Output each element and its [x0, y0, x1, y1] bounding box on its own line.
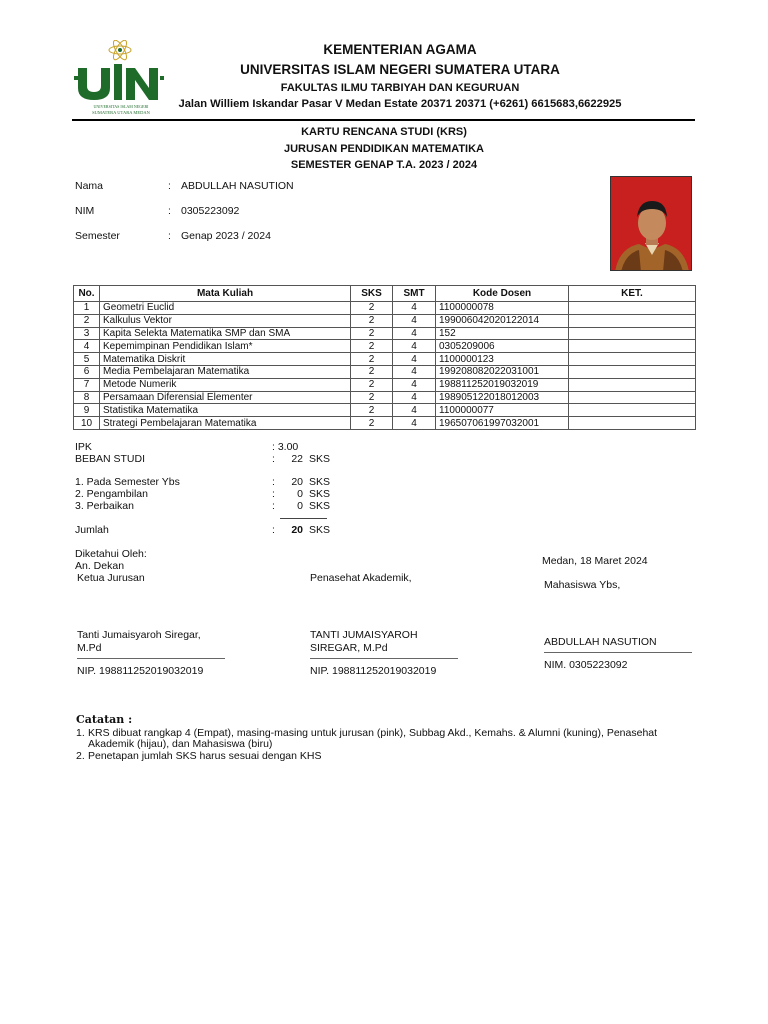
cell-course: Kepemimpinan Pendidikan Islam*: [100, 340, 351, 353]
cell-kode-dosen: 196507061997032001: [436, 417, 569, 430]
perbaikan-value: 0: [297, 500, 303, 512]
student-photo: [610, 176, 692, 271]
cell-sks: 2: [351, 353, 393, 366]
cell-sks: 2: [351, 314, 393, 327]
cell-no: 2: [74, 314, 100, 327]
col-header-smt: SMT: [393, 286, 436, 302]
student-signature-nim: NIM. 0305223092: [544, 659, 628, 671]
pa-name-line1: TANTI JUMAISYAROH: [310, 629, 418, 641]
university-name: UNIVERSITAS ISLAM NEGERI SUMATERA UTARA: [240, 62, 560, 77]
cell-ket: [569, 327, 696, 340]
cell-course: Media Pembelajaran Matematika: [100, 365, 351, 378]
perbaikan-separator: :: [272, 500, 275, 512]
semester-title: SEMESTER GENAP T.A. 2023 / 2024: [290, 159, 478, 171]
semester-ybs-label: 1. Pada Semester Ybs: [75, 476, 180, 488]
jumlah-value: 20: [291, 524, 303, 536]
table-row: [74, 417, 696, 430]
beban-studi-separator: :: [272, 453, 275, 465]
cell-kode-dosen: 1100000077: [436, 404, 569, 417]
student-name: ABDULLAH NASUTION: [181, 180, 294, 192]
mahasiswa-title: Mahasiswa Ybs,: [544, 579, 621, 591]
university-address: Jalan Williem Iskandar Pasar V Medan Estate 20371 20371 (+6261) 6615683,6622925: [178, 98, 622, 110]
cell-ket: [569, 378, 696, 391]
cell-no: 10: [74, 417, 100, 430]
cell-course: Metode Numerik: [100, 378, 351, 391]
semester-ybs-unit: SKS: [309, 476, 331, 488]
cell-sks: 2: [351, 302, 393, 315]
ipk-value: : 3.00: [272, 441, 299, 453]
beban-studi-label: BEBAN STUDI: [75, 453, 146, 465]
pa-signature-line: [310, 658, 458, 659]
table-row: [74, 340, 696, 353]
cell-smt: 4: [393, 302, 436, 315]
kajur-nip: NIP. 198811252019032019: [77, 665, 204, 677]
cell-no: 8: [74, 391, 100, 404]
student-semester: Genap 2023 / 2024: [181, 230, 271, 242]
student-signature-line: [544, 652, 692, 653]
header-divider: [72, 119, 695, 121]
logo-caption-2: SUMATERA UTARA MEDAN: [92, 110, 150, 115]
cell-course: Matematika Diskrit: [100, 353, 351, 366]
cell-course: Strategi Pembelajaran Matematika: [100, 417, 351, 430]
kajur-name-line2: M.Pd: [77, 642, 102, 654]
cell-ket: [569, 365, 696, 378]
department-title: JURUSAN PENDIDIKAN MATEMATIKA: [283, 143, 485, 155]
semester-ybs-value: 20: [291, 476, 303, 488]
col-header-kode-dosen: Kode Dosen: [436, 286, 569, 302]
student-nim: 0305223092: [181, 205, 240, 217]
notes-title: Catatan :: [76, 713, 133, 726]
cell-smt: 4: [393, 391, 436, 404]
col-header-course: Mata Kuliah: [100, 286, 351, 302]
cell-kode-dosen: 199208082022031001: [436, 365, 569, 378]
table-row: [74, 327, 696, 340]
kajur-signature-line: [77, 658, 225, 659]
note-item: [76, 751, 676, 763]
document-title: KARTU RENCANA STUDI (KRS): [301, 126, 467, 138]
beban-studi-value: 22: [291, 453, 303, 465]
note-number: 1.: [76, 726, 85, 739]
jumlah-separator: :: [272, 524, 275, 536]
col-header-no: No.: [74, 286, 100, 302]
student-signature-name: ABDULLAH NASUTION: [544, 636, 657, 648]
pengambilan-label: 2. Pengambilan: [75, 488, 148, 500]
cell-course: Kalkulus Vektor: [100, 314, 351, 327]
table-row: [74, 314, 696, 327]
table-row: [74, 378, 696, 391]
pa-name-line2: SIREGAR, M.Pd: [310, 642, 388, 654]
an-dekan: An. Dekan: [75, 560, 125, 572]
table-row: [74, 365, 696, 378]
semester-ybs-separator: :: [272, 476, 275, 488]
notes-section: [76, 714, 676, 762]
pa-nip: NIP. 198811252019032019: [310, 665, 437, 677]
cell-no: 3: [74, 327, 100, 340]
cell-no: 5: [74, 353, 100, 366]
cell-smt: 4: [393, 378, 436, 391]
perbaikan-unit: SKS: [309, 500, 331, 512]
cell-sks: 2: [351, 340, 393, 353]
cell-ket: [569, 302, 696, 315]
pengambilan-separator: :: [272, 488, 275, 500]
cell-smt: 4: [393, 340, 436, 353]
pengambilan-value: 0: [297, 488, 303, 500]
logo-caption-1: UNIVERSITAS ISLAM NEGERI: [93, 104, 149, 109]
cell-kode-dosen: 198811252019032019: [436, 378, 569, 391]
cell-ket: [569, 340, 696, 353]
perbaikan-label: 3. Perbaikan: [75, 500, 134, 512]
table-row: [74, 302, 696, 315]
sum-divider: [280, 518, 327, 519]
cell-kode-dosen: 1100000123: [436, 353, 569, 366]
cell-ket: [569, 314, 696, 327]
semester-separator: :: [168, 230, 171, 242]
cell-smt: 4: [393, 314, 436, 327]
diketahui-oleh: Diketahui Oleh:: [75, 548, 147, 560]
faculty-name: FAKULTAS ILMU TARBIYAH DAN KEGURUAN: [280, 82, 520, 94]
kajur-name-line1: Tanti Jumaisyaroh Siregar,: [77, 629, 201, 641]
nim-separator: :: [168, 205, 171, 217]
course-table: [73, 285, 696, 430]
cell-sks: 2: [351, 404, 393, 417]
cell-ket: [569, 353, 696, 366]
col-header-ket: KET.: [569, 286, 696, 302]
cell-sks: 2: [351, 378, 393, 391]
col-header-sks: SKS: [351, 286, 393, 302]
cell-smt: 4: [393, 353, 436, 366]
ketua-jurusan-title: Ketua Jurusan: [77, 572, 145, 584]
cell-kode-dosen: 152: [436, 327, 569, 340]
cell-sks: 2: [351, 327, 393, 340]
cell-course: Persamaan Diferensial Elementer: [100, 391, 351, 404]
cell-no: 9: [74, 404, 100, 417]
cell-ket: [569, 404, 696, 417]
penasehat-akademik-title: Penasehat Akademik,: [310, 572, 412, 584]
place-date: Medan, 18 Maret 2024: [542, 555, 648, 567]
cell-kode-dosen: 0305209006: [436, 340, 569, 353]
cell-sks: 2: [351, 365, 393, 378]
cell-sks: 2: [351, 417, 393, 430]
cell-kode-dosen: 199006042020122014: [436, 314, 569, 327]
cell-course: Kapita Selekta Matematika SMP dan SMA: [100, 327, 351, 340]
table-row: [74, 353, 696, 366]
cell-sks: 2: [351, 391, 393, 404]
table-header-row: [74, 286, 696, 302]
pengambilan-unit: SKS: [309, 488, 331, 500]
jumlah-unit: SKS: [309, 524, 331, 536]
name-separator: :: [168, 180, 171, 192]
note-item: [76, 728, 676, 751]
university-logo: [74, 40, 168, 116]
cell-kode-dosen: 1100000078: [436, 302, 569, 315]
cell-no: 1: [74, 302, 100, 315]
table-row: [74, 404, 696, 417]
cell-ket: [569, 417, 696, 430]
cell-course: Geometri Euclid: [100, 302, 351, 315]
cell-smt: 4: [393, 417, 436, 430]
note-number: 2.: [76, 749, 85, 762]
table-row: [74, 391, 696, 404]
ministry-name: KEMENTERIAN AGAMA: [323, 42, 477, 57]
cell-smt: 4: [393, 404, 436, 417]
nim-label: NIM: [75, 205, 95, 217]
cell-smt: 4: [393, 327, 436, 340]
semester-label: Semester: [75, 230, 120, 242]
jumlah-label: Jumlah: [75, 524, 109, 536]
cell-smt: 4: [393, 365, 436, 378]
name-label: Nama: [75, 180, 104, 192]
cell-no: 6: [74, 365, 100, 378]
cell-kode-dosen: 198905122018012003: [436, 391, 569, 404]
cell-course: Statistika Matematika: [100, 404, 351, 417]
note-text: Penetapan jumlah SKS harus sesuai dengan KHS: [88, 749, 322, 762]
ipk-label: IPK: [75, 441, 92, 453]
cell-no: 7: [74, 378, 100, 391]
cell-no: 4: [74, 340, 100, 353]
beban-studi-unit: SKS: [309, 453, 331, 465]
note-text: KRS dibuat rangkap 4 (Empat), masing-masing untuk jurusan (pink), Subbag Akd., Kemahs. & Alumni (kuning), Penasehat Akademik (hijau), dan Mahasiswa (biru): [88, 726, 658, 750]
cell-ket: [569, 391, 696, 404]
